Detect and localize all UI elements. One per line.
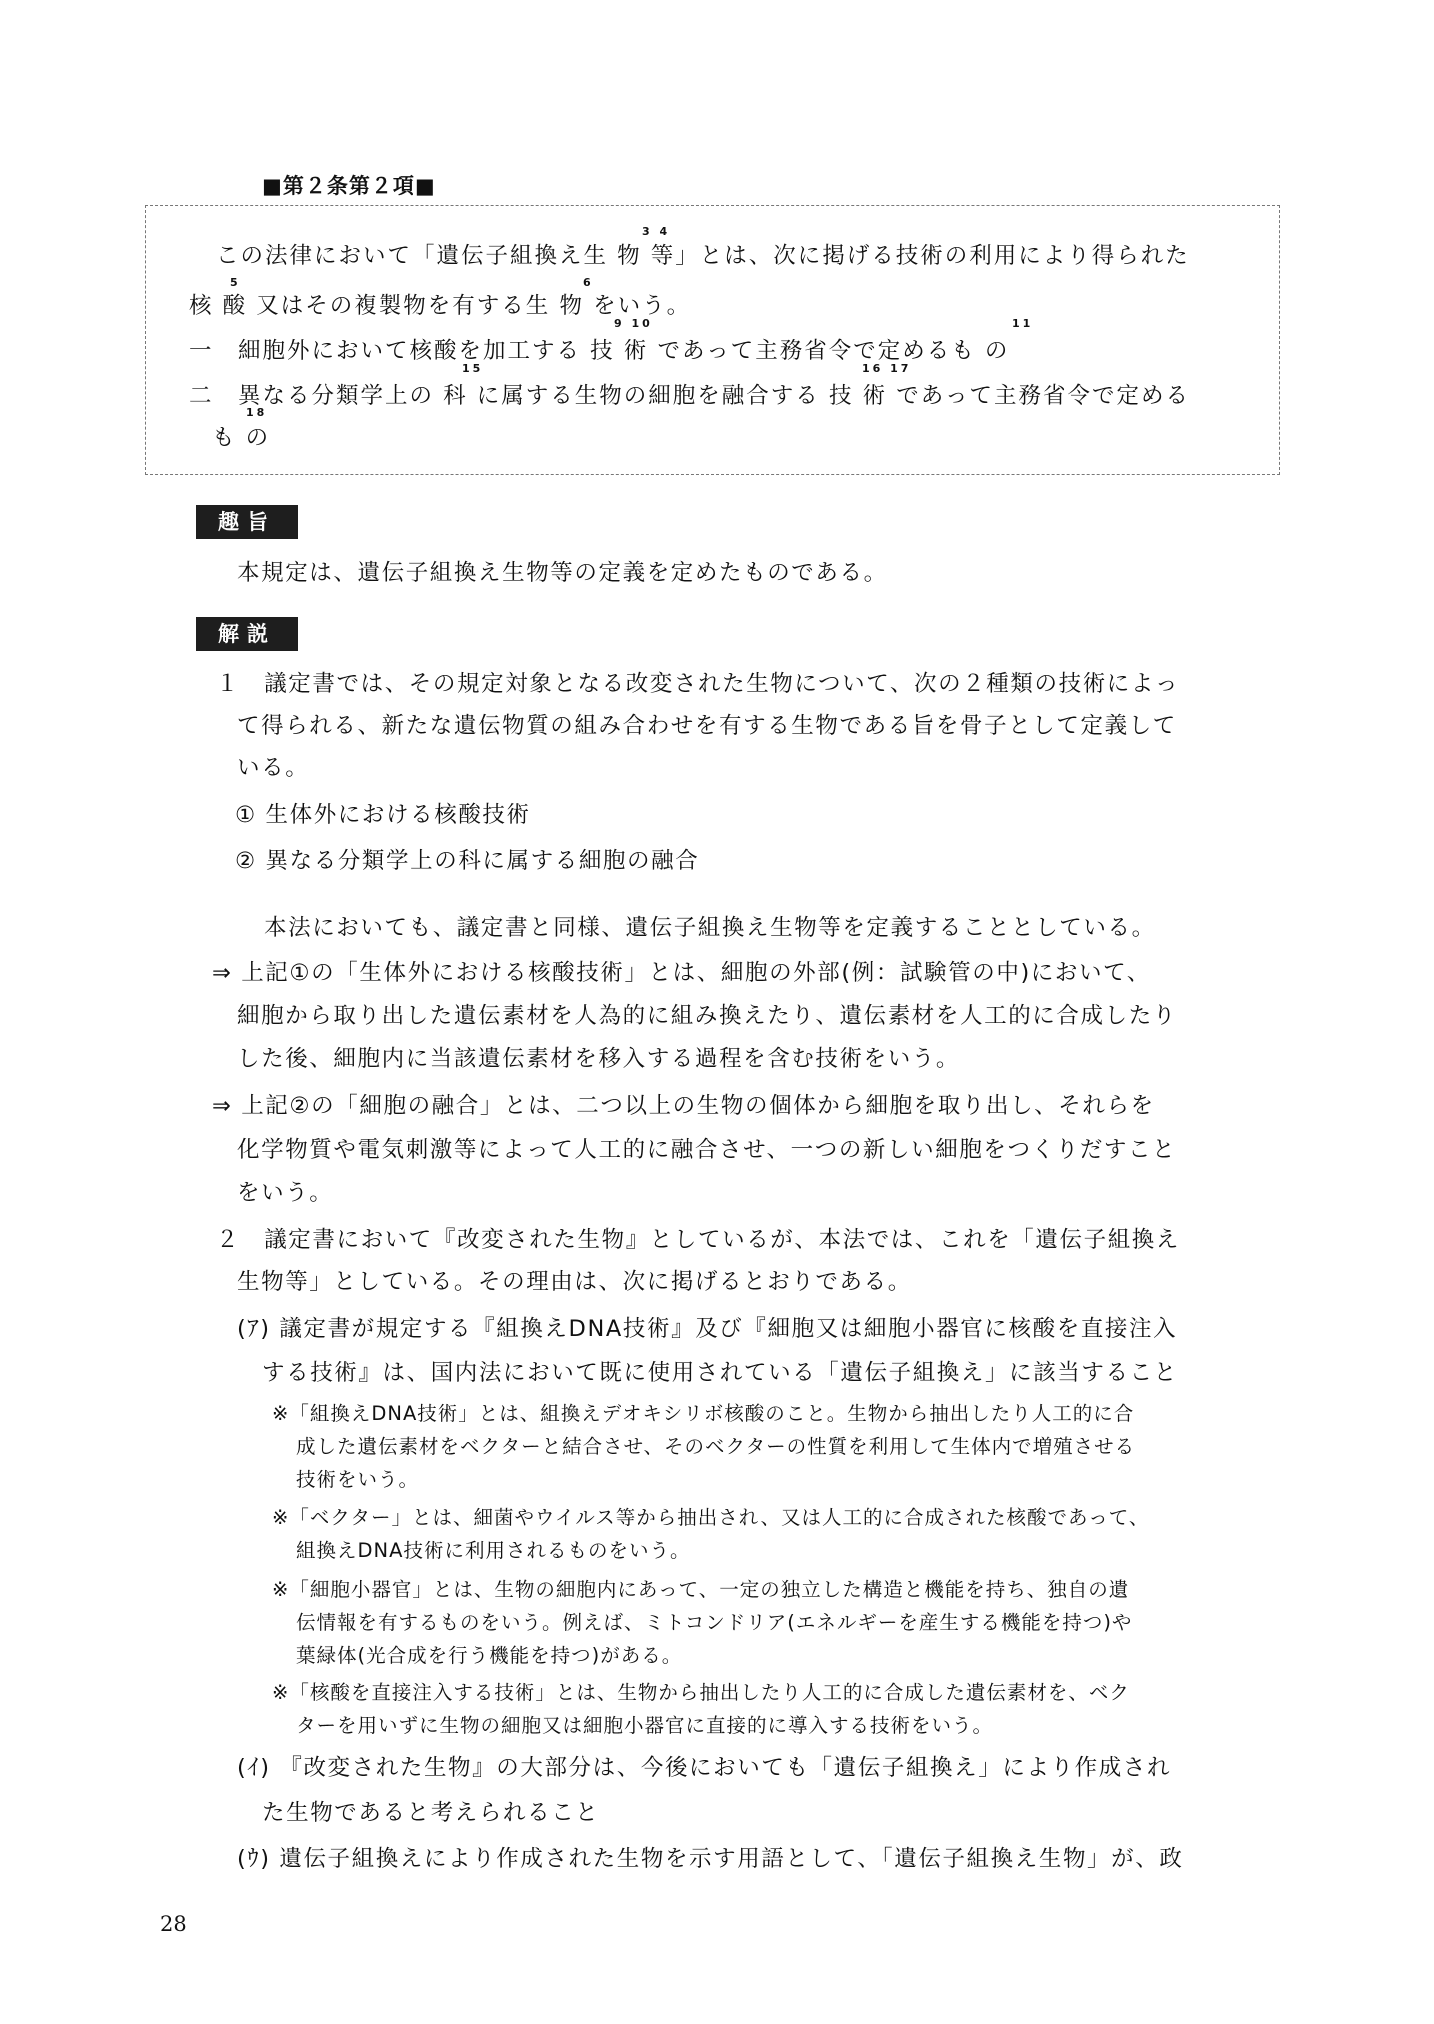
page-number: 28	[160, 1912, 187, 1936]
ruby-annotation: 18	[246, 406, 268, 419]
commentary-line: いる。	[237, 755, 310, 781]
note-line: 伝情報を有するものをいう。例えば、ミトコンドリア(エネルギーを産生する機能を持つ)や	[296, 1611, 1133, 1634]
ruby-annotation: 16 17	[862, 362, 912, 375]
note-line: 技術をいう。	[296, 1468, 420, 1491]
commentary-line: 生物等」としている。その理由は、次に掲げるとおりである。	[237, 1269, 912, 1295]
commentary-line: をいう。	[237, 1180, 334, 1206]
note-line: 葉緑体(光合成を行う機能を持つ)がある。	[296, 1644, 683, 1667]
ruby-annotation: 9 10	[614, 317, 653, 330]
article-title: ■第２条第２項■	[262, 174, 436, 198]
commentary-line: した後、細胞内に当該遺伝素材を移入する過程を含む技術をいう。	[237, 1046, 961, 1072]
ruby-annotation: 6	[583, 276, 594, 289]
commentary-label: 解説	[196, 617, 298, 651]
article-line: も の	[212, 425, 271, 451]
commentary-line: 化学物質や電気刺激等によって人工的に融合させ、一つの新しい細胞をつくりだすこと	[237, 1137, 1177, 1163]
ruby-annotation: 5	[230, 276, 241, 289]
commentary-line: (ｳ) 遺伝子組換えにより作成された生物を示す用語として、「遺伝子組換え生物」が、政	[237, 1846, 1184, 1872]
note-line: ※「ベクター」とは、細菌やウイルス等から抽出され、又は人工的に合成された核酸であって、	[272, 1506, 1150, 1529]
commentary-line: た生物であると考えられること	[262, 1800, 600, 1826]
ruby-annotation: 15	[462, 362, 484, 375]
note-line: ※「細胞小器官」とは、生物の細胞内にあって、一定の独立した構造と機能を持ち、独自の遺	[272, 1578, 1130, 1601]
purpose-text: 本規定は、遺伝子組換え生物等の定義を定めたものである。	[237, 560, 888, 586]
note-line: ターを用いずに生物の細胞又は細胞小器官に直接的に導入する技術をいう。	[296, 1714, 994, 1737]
note-line: ※「組換えDNA技術」とは、組換えデオキシリボ核酸のこと。生物から抽出したり人工的に合	[272, 1402, 1135, 1425]
commentary-line: ② 異なる分類学上の科に属する細胞の融合	[235, 848, 700, 874]
commentary-line: ① 生体外における核酸技術	[235, 802, 531, 828]
ruby-annotation: 11	[1012, 317, 1034, 330]
commentary-line: (ｱ) 議定書が規定する『組換えDNA技術』及び『細胞又は細胞小器官に核酸を直接注入	[237, 1316, 1178, 1342]
commentary-line: する技術』は、国内法において既に使用されている「遺伝子組換え」に該当すること	[262, 1360, 1178, 1386]
article-line: この法律において「遺伝子組換え生 物 等」とは、次に掲げる技術の利用により得られた	[216, 243, 1190, 269]
commentary-line: 細胞から取り出した遺伝素材を人為的に組み換えたり、遺伝素材を人工的に合成したり	[237, 1003, 1177, 1029]
article-line: 核 酸 又はその複製物を有する生 物 をいう。	[189, 293, 692, 319]
note-line: 組換えDNA技術に利用されるものをいう。	[296, 1539, 691, 1562]
commentary-line: １ 議定書では、その規定対象となる改変された生物について、次の２種類の技術によっ	[216, 671, 1180, 697]
note-line: ※「核酸を直接注入する技術」とは、生物から抽出したり人工的に合成した遺伝素材を、ベク	[272, 1681, 1130, 1704]
commentary-line: (ｲ) 『改変された生物』の大部分は、今後においても「遺伝子組換え」により作成され	[237, 1755, 1172, 1781]
article-line: 一 細胞外において核酸を加工する 技 術 であって主務省令で定めるも の	[189, 338, 1010, 364]
commentary-line: 本法においても、議定書と同様、遺伝子組換え生物等を定義することとしている。	[264, 915, 1156, 941]
commentary-line: て得られる、新たな遺伝物質の組み合わせを有する生物である旨を骨子として定義して	[237, 713, 1177, 739]
commentary-line: ⇒ 上記②の「細胞の融合」とは、二つ以上の生物の個体から細胞を取り出し、それらを	[212, 1093, 1155, 1119]
commentary-line: ⇒ 上記①の「生体外における核酸技術」とは、細胞の外部(例：試験管の中)において、	[212, 960, 1151, 986]
ruby-annotation: 3 4	[642, 225, 671, 238]
article-line: 二 異なる分類学上の 科 に属する生物の細胞を融合する 技 術 であって主務省令で定める	[189, 383, 1191, 409]
purpose-label: 趣旨	[196, 505, 298, 539]
note-line: 成した遺伝素材をベクターと結合させ、そのベクターの性質を利用して生体内で増殖させる	[296, 1435, 1136, 1458]
commentary-line: ２ 議定書において『改変された生物』としているが、本法では、これを「遺伝子組換え	[216, 1227, 1181, 1253]
